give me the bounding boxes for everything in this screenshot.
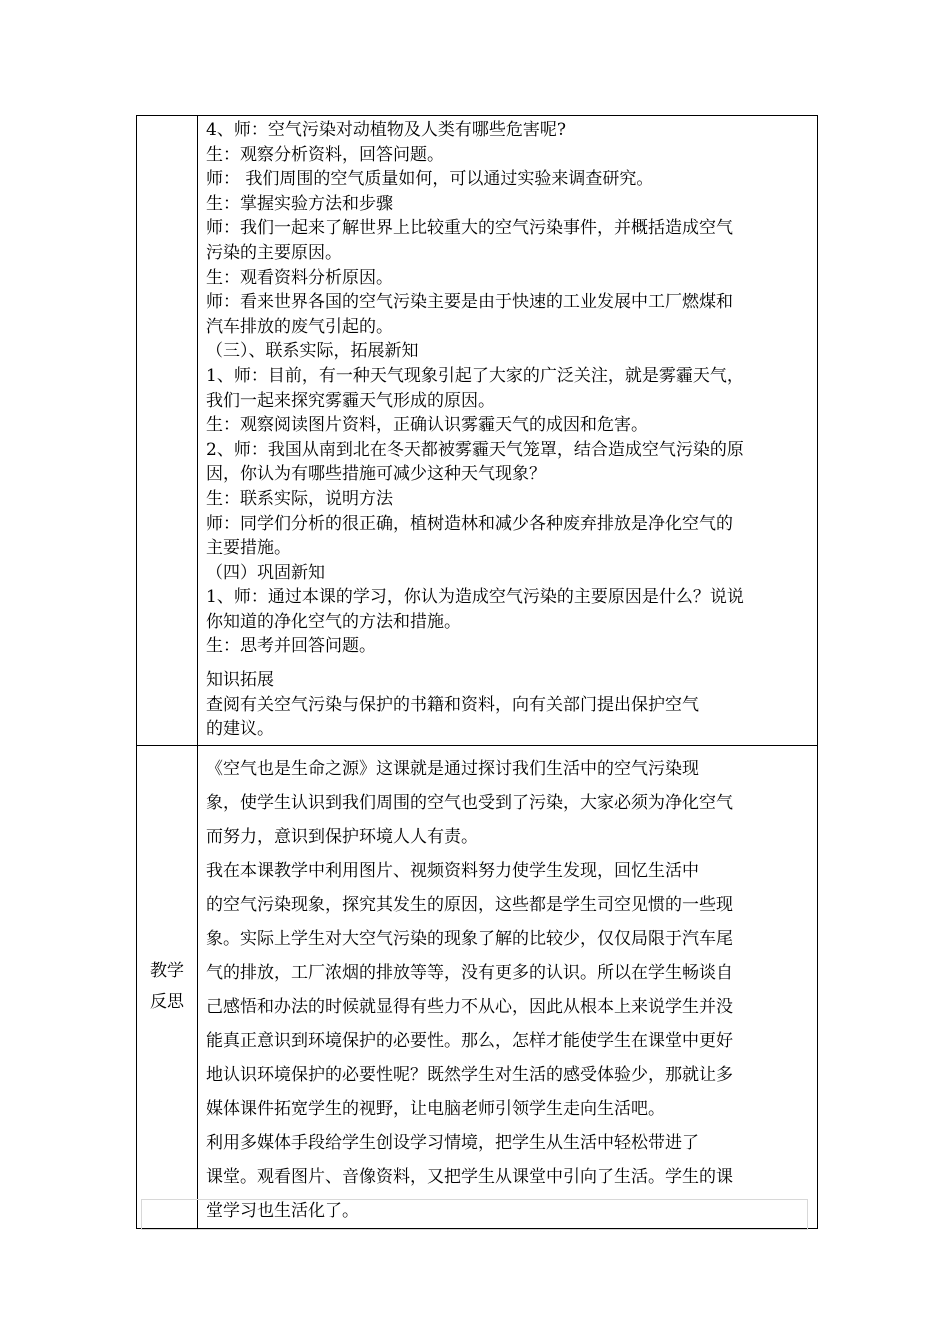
text-line: 地认识环境保护的必要性呢？既然学生对生活的感受体验少，那就让多 — [206, 1065, 733, 1085]
text-line: 生：掌握实验方法和步骤 — [206, 193, 393, 214]
text-line: 生：观看资料分析原因。 — [206, 267, 393, 288]
reflection-row — [137, 746, 818, 1229]
text-line: 师：同学们分析的很正确，植树造林和减少各种废弃排放是净化空气的 — [206, 513, 733, 534]
text-line: 师： 我们周围的空气质量如何，可以通过实验来调查研究。 — [206, 169, 654, 190]
process-label-cell — [137, 116, 198, 746]
text-line: 利用多媒体手段给学生创设学习情境，把学生从生活中轻松带进了 — [206, 1133, 699, 1153]
text-line: 师：看来世界各国的空气污染主要是由于快速的工业发展中工厂燃煤和 — [206, 292, 733, 313]
section-heading: （三）、联系实际，拓展新知 — [206, 341, 419, 362]
text-line: 的建议。 — [206, 719, 274, 740]
reflection-label-cell — [137, 746, 198, 1229]
text-line: 生：观察阅读图片资料，正确认识雾霾天气的成因和危害。 — [206, 415, 648, 436]
text-line: 象，使学生认识到我们周围的空气也受到了污染，大家必须为净化空气 — [206, 793, 733, 813]
process-content-cell — [198, 116, 818, 746]
text-line: 而努力，意识到保护环境人人有责。 — [206, 827, 478, 847]
reflection-label-line: 反思 — [150, 992, 184, 1012]
section-heading: （四）巩固新知 — [206, 562, 325, 583]
reflection-content-cell — [198, 746, 818, 1229]
reflection-label-line: 教学 — [150, 961, 184, 981]
text-line: 你知道的净化空气的方法和措施。 — [206, 611, 461, 632]
text-line: 我们一起来探究雾霾天气形成的原因。 — [206, 390, 495, 411]
text-line: 污染的主要原因。 — [206, 242, 342, 263]
text-line: 生：联系实际，说明方法 — [206, 488, 393, 509]
text-line: 象。实际上学生对大空气污染的现象了解的比较少，仅仅局限于汽车尾 — [206, 929, 733, 949]
subheading: 知识拓展 — [206, 670, 274, 691]
text-line: 汽车排放的废气引起的。 — [206, 316, 393, 337]
text-line: 师：我们一起来了解世界上比较重大的空气污染事件，并概括造成空气 — [206, 218, 733, 239]
process-text — [198, 116, 817, 742]
text-line: 堂学习也生活化了。 — [206, 1201, 359, 1221]
text-line: 1、师：通过本课的学习，你认为造成空气污染的主要原因是什么？说说 — [206, 587, 744, 608]
text-line: 查阅有关空气污染与保护的书籍和资料，向有关部门提出保护空气 — [206, 694, 699, 715]
text-line: 己感悟和办法的时候就显得有些力不从心，因此从根本上来说学生并没 — [206, 997, 733, 1017]
text-line: 课堂。观看图片、音像资料，又把学生从课堂中引向了生活。学生的课 — [206, 1167, 733, 1187]
text-line: 《空气也是生命之源》这课就是通过探讨我们生活中的空气污染现 — [206, 759, 699, 779]
reflection-text — [198, 746, 817, 1228]
text-line: 媒体课件拓宽学生的视野，让电脑老师引领学生走向生活吧。 — [206, 1099, 665, 1119]
text-line: 气的排放，工厂浓烟的排放等等，没有更多的认识。所以在学生畅谈自 — [206, 963, 733, 983]
lesson-plan-table — [136, 115, 818, 1229]
text-line: 生：思考并回答问题。 — [206, 636, 376, 657]
text-line: 2、师：我国从南到北在冬天都被雾霾天气笼罩，结合造成空气污染的原 — [206, 439, 744, 460]
text-line: 4、师：空气污染对动植物及人类有哪些危害呢? — [206, 120, 566, 140]
text-line: 主要措施。 — [206, 538, 291, 559]
text-line: 我在本课教学中利用图片、视频资料努力使学生发现，回忆生活中 — [206, 861, 699, 881]
process-row — [137, 116, 818, 746]
footer-box — [141, 1199, 808, 1230]
text-line: 1、师：目前，有一种天气现象引起了大家的广泛关注，就是雾霾天气， — [206, 365, 744, 386]
text-line: 能真正意识到环境保护的必要性。那么，怎样才能使学生在课堂中更好 — [206, 1031, 733, 1051]
text-line: 的空气污染现象，探究其发生的原因，这些都是学生司空见惯的一些现 — [206, 895, 733, 915]
text-line: 因，你认为有哪些措施可减少这种天气现象？ — [206, 464, 546, 485]
text-line: 生：观察分析资料，回答问题。 — [206, 144, 444, 165]
